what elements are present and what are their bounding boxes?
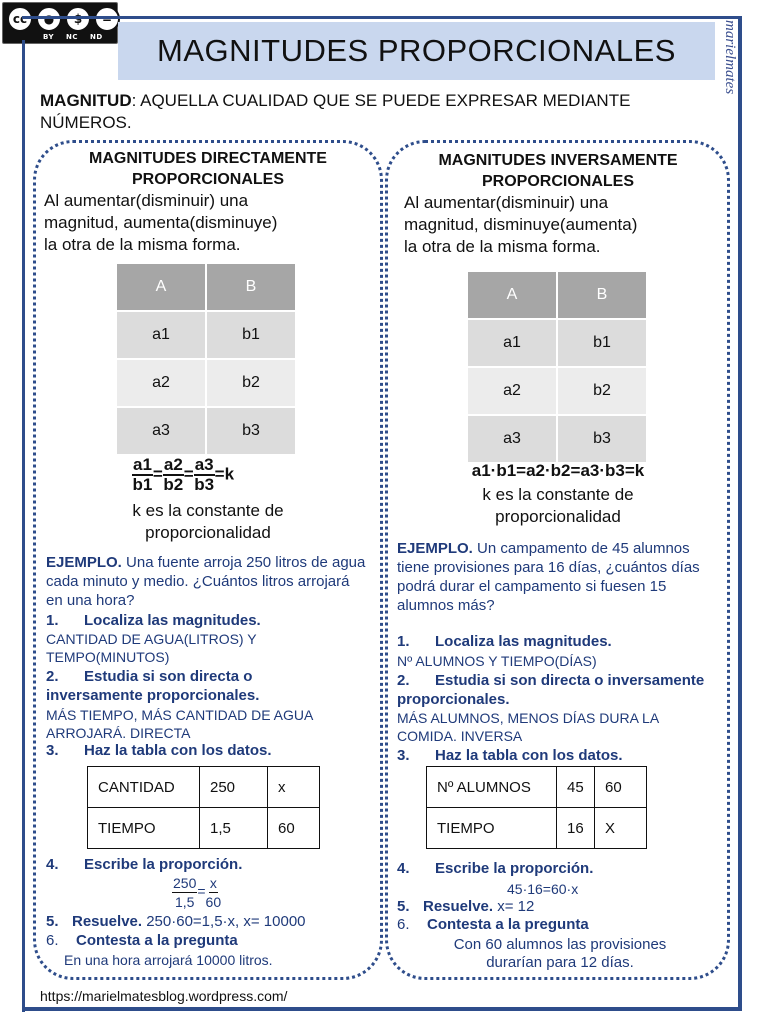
proportion-num: 250 (173, 875, 197, 891)
table-cell: 60 (268, 808, 320, 849)
inverse-heading-line2: PROPORCIONALES (481, 173, 634, 190)
formula-den: b1 (132, 475, 153, 494)
table-cell: TIEMPO (88, 808, 200, 849)
direct-heading (48, 148, 368, 190)
direct-desc-1: Al aumentar(disminuir) una (44, 191, 249, 210)
table-cell: 45 (557, 767, 595, 808)
table-cell: 60 (595, 767, 647, 808)
direct-step-1-answer: CANTIDAD DE AGUA(LITROS) Y TEMPO(MINUTOS) (46, 631, 257, 665)
step-label: Estudia si son directa o inversamente proporcionales. (397, 672, 705, 708)
table-header: B (206, 264, 296, 311)
table-cell: b3 (557, 415, 647, 462)
step-number: 4. (397, 860, 410, 877)
step-number: 3. (46, 742, 59, 759)
direct-ab-table (117, 264, 297, 454)
page-title: MAGNITUDES PROPORCIONALES (157, 33, 676, 68)
table-cell: TIEMPO (427, 808, 557, 849)
inverse-step-6 (397, 916, 589, 933)
step-label: Contesta a la pregunta (76, 932, 238, 949)
step-label: Haz la tabla con los datos. (435, 747, 623, 764)
table-cell: a3 (468, 415, 557, 462)
final-answer-line1: Con 60 alumnos las provisiones (453, 936, 667, 953)
step-label: Estudia si son directa o inversamente proporcionales. (46, 668, 260, 704)
license-label-nd: ND (90, 33, 103, 41)
example-label: EJEMPLO. (397, 540, 473, 557)
inverse-desc-3: la otra de la misma forma. (404, 237, 601, 256)
direct-proportion (172, 874, 221, 911)
inverse-formula: a1·b1=a2·b2=a3·b3=k (471, 461, 645, 480)
example-text: Una fuente arroja 250 litros de agua cada minuto y medio. ¿Cuántos litros arrojará en una hora? (46, 554, 366, 609)
proportion-den: 1,5 (174, 894, 195, 910)
step-number: 4. (46, 856, 59, 873)
table-row (427, 767, 647, 808)
proportion-eq: = (197, 883, 206, 900)
table-cell: a1 (468, 319, 557, 367)
formula-num: a3 (194, 455, 214, 474)
table-cell: a2 (468, 367, 557, 415)
inverse-constant (398, 484, 718, 528)
page-frame-left (22, 40, 25, 1012)
inverse-desc-2: magnitud, disminuye(aumenta) (404, 215, 638, 234)
inverse-data-table (426, 766, 647, 849)
direct-formula (132, 456, 234, 494)
inverse-desc-1: Al aumentar(disminuir) una (404, 193, 609, 212)
cc-icon: cc (7, 6, 33, 32)
step-answer: 250·60=1,5·x, x= 10000 (142, 913, 306, 930)
table-cell: b1 (206, 311, 296, 359)
step-label: Localiza las magnitudes. (84, 612, 261, 629)
formula-eq: = (152, 464, 163, 484)
table-cell: a1 (117, 311, 206, 359)
step-label: Contesta a la pregunta (427, 916, 589, 933)
step-number: 2. (46, 668, 59, 685)
table-cell: b1 (557, 319, 647, 367)
step-label: Escribe la proporción. (84, 856, 243, 873)
direct-step-3 (46, 742, 272, 759)
formula-den: b3 (194, 475, 215, 494)
inverse-ab-table (468, 272, 648, 462)
intro-definition (40, 90, 720, 134)
direct-heading-line1: MAGNITUDES DIRECTAMENTE (89, 150, 327, 167)
attribution-icon: ● (36, 6, 62, 32)
proportion-num: x (209, 875, 217, 891)
inverse-final-answer (400, 936, 720, 972)
inverse-proportion: 45·16=60·x (507, 881, 579, 897)
constant-line1: k es la constante de (482, 485, 634, 504)
inverse-step-4 (397, 860, 593, 877)
formula-num: a2 (163, 455, 183, 474)
intro-term: MAGNITUD (40, 91, 132, 110)
table-cell: a2 (117, 359, 206, 407)
step-number: 1. (46, 612, 59, 629)
step-number: 6. (397, 916, 410, 933)
step-label: Resuelve. (72, 913, 143, 930)
table-header: A (468, 272, 557, 319)
step-label: Haz la tabla con los datos. (84, 742, 272, 759)
table-header: B (557, 272, 647, 319)
footer-url[interactable]: https://marielmatesblog.wordpress.com/ (40, 988, 288, 1004)
formula-end: =k (214, 464, 235, 484)
direct-desc-2: magnitud, aumenta(disminuye) (44, 213, 278, 232)
inverse-step-2-answer: MÁS ALUMNOS, MENOS DÍAS DURA LA COMIDA. INVERSA (397, 710, 659, 744)
no-derivatives-icon: = (94, 6, 120, 32)
table-row (88, 808, 320, 849)
formula-den: b2 (163, 475, 184, 494)
license-label-nc: NC (66, 33, 79, 41)
step-number: 3. (397, 747, 410, 764)
table-cell: 16 (557, 808, 595, 849)
inverse-step-2 (397, 671, 717, 709)
direct-step-5 (46, 913, 306, 930)
direct-example (46, 553, 366, 610)
table-cell: b2 (557, 367, 647, 415)
license-label-by: BY (43, 33, 55, 41)
table-row (427, 808, 647, 849)
table-row (88, 767, 320, 808)
formula-eq: = (183, 464, 194, 484)
table-cell: Nº ALUMNOS (427, 767, 557, 808)
direct-constant (48, 500, 368, 544)
inverse-heading-line1: MAGNITUDES INVERSAMENTE (438, 152, 678, 169)
step-number: 5. (397, 898, 410, 915)
inverse-step-1-answer: Nº ALUMNOS Y TIEMPO(DÍAS) (397, 653, 597, 669)
step-number: 2. (397, 672, 410, 689)
proportion-den: 60 (205, 894, 222, 910)
direct-final-answer: En una hora arrojará 10000 litros. (64, 952, 273, 968)
inverse-description (404, 192, 729, 258)
direct-step-4 (46, 856, 242, 873)
inverse-step-3 (397, 747, 623, 764)
example-label: EJEMPLO. (46, 554, 122, 571)
table-cell: 1,5 (200, 808, 268, 849)
inverse-example (397, 539, 715, 615)
step-number: 5. (46, 913, 59, 930)
table-cell: CANTIDAD (88, 767, 200, 808)
non-commercial-icon: $ (65, 6, 91, 32)
direct-step-2-answer: MÁS TIEMPO, MÁS CANTIDAD DE AGUA ARROJARÁ. DIRECTA (46, 707, 313, 741)
table-cell: X (595, 808, 647, 849)
step-answer: x= 12 (493, 898, 535, 915)
table-cell: x (268, 767, 320, 808)
inverse-heading (398, 150, 718, 192)
formula-num: a1 (133, 455, 152, 474)
direct-heading-line2: PROPORCIONALES (131, 171, 284, 188)
constant-line1: k es la constante de (132, 501, 284, 520)
direct-description (44, 190, 379, 256)
inverse-step-1 (397, 633, 612, 650)
constant-line2: proporcionalidad (495, 507, 621, 526)
step-number: 1. (397, 633, 410, 650)
example-text: Un campamento de 45 alumnos tiene provisiones para 16 días, ¿cuántos días podrá durar el campamento si fuesen 15 alumnos más? (397, 540, 700, 614)
table-cell: b2 (206, 359, 296, 407)
blog-signature: marielmates (722, 20, 738, 95)
title-bar (118, 22, 715, 80)
inverse-step-5 (397, 898, 534, 915)
constant-line2: proporcionalidad (145, 523, 271, 542)
direct-desc-3: la otra de la misma forma. (44, 235, 241, 254)
direct-step-2 (46, 667, 346, 705)
final-answer-line2: durarían para 12 días. (486, 954, 634, 971)
direct-data-table (87, 766, 320, 849)
step-label: Localiza las magnitudes. (435, 633, 612, 650)
table-cell: b3 (206, 407, 296, 454)
step-label: Resuelve. (423, 898, 494, 915)
table-cell: 250 (200, 767, 268, 808)
direct-step-6 (46, 932, 238, 949)
step-number: 6. (46, 932, 59, 949)
direct-step-1 (46, 612, 261, 629)
table-header: A (117, 264, 206, 311)
step-label: Escribe la proporción. (435, 860, 594, 877)
intro-text: : AQUELLA CUALIDAD QUE SE PUEDE EXPRESAR MEDIANTE NÚMEROS. (40, 91, 631, 132)
table-cell: a3 (117, 407, 206, 454)
